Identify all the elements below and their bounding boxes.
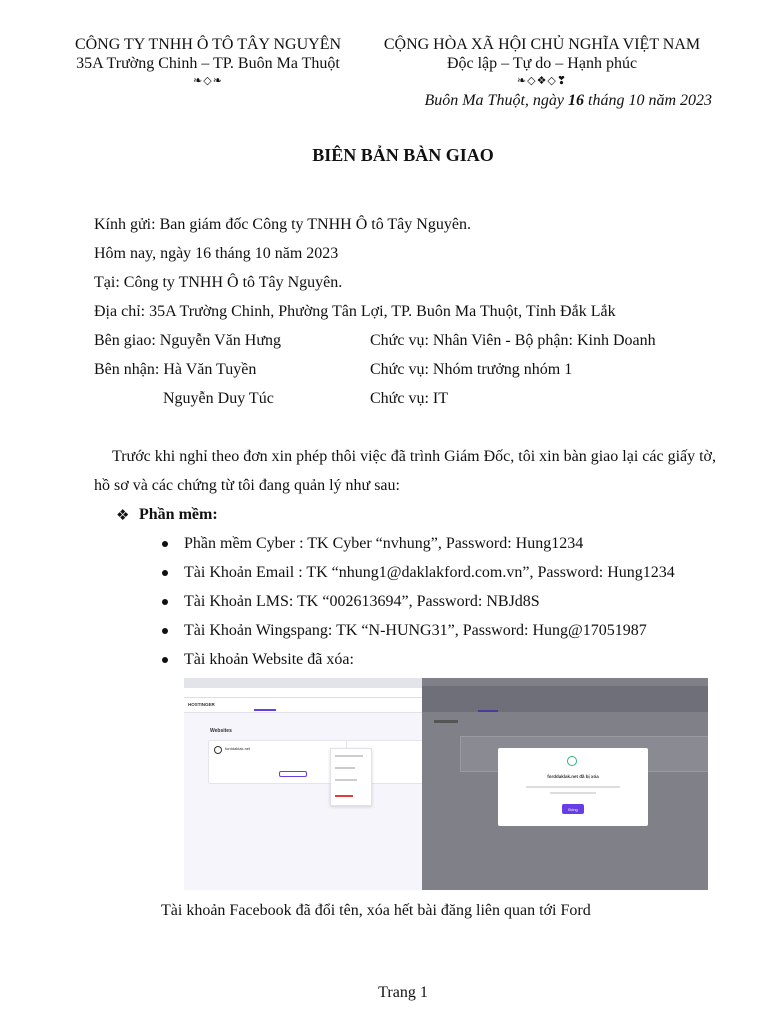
right-ornament-icon: ❧◇❖◇❣ — [516, 74, 568, 87]
company-address: 35A Trường Chinh – TP. Buôn Ma Thuột — [76, 55, 340, 72]
section-title: Phần mềm: — [139, 506, 218, 523]
receiver-name: Bên nhận: Hà Văn Tuyền — [94, 361, 257, 378]
modal-close-label: Đóng — [568, 807, 578, 812]
website-deleted-screenshot — [184, 678, 708, 890]
giver-name: Bên giao: Nguyễn Văn Hưng — [94, 332, 282, 349]
menu-line — [335, 767, 355, 769]
receiver2-name: Nguyễn Duy Túc — [163, 390, 274, 407]
hostinger-nav — [184, 698, 422, 713]
browser-urlbar — [184, 688, 422, 698]
page-number: Trang 1 — [378, 984, 428, 1001]
list-item: Phần mềm Cyber : TK Cyber “nvhung”, Password: Hung1234 — [184, 535, 584, 552]
list-item: Tài Khoản Email : TK “nhung1@daklakford.com.vn”, Password: Hung1234 — [184, 564, 675, 581]
bullet-icon — [162, 599, 168, 605]
date-suffix: tháng 10 năm 2023 — [588, 92, 712, 109]
facebook-note: Tài khoản Facebook đã đổi tên, xóa hết bài đăng liên quan tới Ford — [161, 902, 591, 919]
site-name: forddaklak.net — [225, 746, 251, 751]
section-diamond-icon: ❖ — [116, 506, 130, 524]
list-item: Tài Khoản LMS: TK “002613694”, Password: NBJd8S — [184, 593, 540, 610]
receiver2-role: Chức vụ: IT — [370, 390, 448, 407]
websites-heading-dim — [434, 720, 458, 723]
deleted-modal — [498, 748, 648, 826]
screenshot-right-panel — [422, 678, 708, 890]
wordpress-icon — [214, 746, 222, 754]
recipient-line: Kính gửi: Ban giám đốc Công ty TNHH Ô tô Tây Nguyên. — [94, 216, 471, 233]
paragraph-line-2: hồ sơ và các chứng từ tôi đang quản lý như sau: — [94, 477, 400, 494]
menu-line — [335, 779, 357, 781]
modal-title: forddaklak.net đã bị xóa — [547, 774, 599, 779]
company-name: CÔNG TY TNHH Ô TÔ TÂY NGUYÊN — [74, 36, 342, 53]
location-line: Tại: Công ty TNHH Ô tô Tây Nguyên. — [94, 274, 343, 291]
bullet-icon — [162, 657, 168, 663]
active-tab-indicator — [254, 709, 276, 711]
website-card — [208, 740, 350, 784]
success-check-icon — [567, 756, 577, 766]
left-ornament-icon: ❧◇❧ — [193, 74, 223, 87]
date-prefix: Buôn Ma Thuột, ngày — [424, 92, 564, 109]
modal-text-line — [550, 792, 596, 794]
bullet-icon — [162, 628, 168, 634]
list-item: Tài khoản Website đã xóa: — [184, 651, 354, 668]
date-day: 16 — [568, 92, 584, 109]
document-title: BIÊN BẢN BÀN GIAO — [312, 145, 494, 165]
today-line: Hôm nay, ngày 16 tháng 10 năm 2023 — [94, 245, 339, 262]
menu-line — [335, 755, 363, 757]
bullet-icon — [162, 541, 168, 547]
nation-title: CỘNG HÒA XÃ HỘI CHỦ NGHĨA VIỆT NAM — [383, 36, 701, 53]
hostinger-nav-dimmed — [422, 686, 708, 712]
modal-close-button — [562, 804, 584, 814]
address-line: Địa chỉ: 35A Trường Chinh, Phường Tân Lợi, TP. Buôn Ma Thuột, Tỉnh Đắk Lắk — [94, 303, 616, 320]
browser-tabbar — [184, 678, 422, 688]
hostinger-logo: HOSTINGER — [188, 702, 215, 707]
admin-button — [279, 771, 307, 777]
modal-text-line — [526, 786, 620, 788]
receiver-role: Chức vụ: Nhóm trưởng nhóm 1 — [370, 361, 573, 378]
document-date — [372, 90, 712, 112]
giver-role: Chức vụ: Nhân Viên - Bộ phận: Kinh Doanh — [370, 332, 656, 349]
paragraph-line-1: Trước khi nghỉ theo đơn xin phép thôi việc đã trình Giám Đốc, tôi xin bàn giao lại các giấy tờ, — [112, 448, 717, 465]
delete-menu-line — [335, 795, 353, 797]
websites-heading: Websites — [210, 728, 232, 734]
site-context-menu — [330, 748, 372, 806]
screenshot-left-panel — [184, 678, 422, 890]
active-tab-indicator-dim — [478, 710, 498, 712]
list-item: Tài Khoản Wingspang: TK “N-HUNG31”, Password: Hung@17051987 — [184, 622, 647, 639]
national-motto: Độc lập – Tự do – Hạnh phúc — [446, 55, 638, 72]
bullet-icon — [162, 570, 168, 576]
